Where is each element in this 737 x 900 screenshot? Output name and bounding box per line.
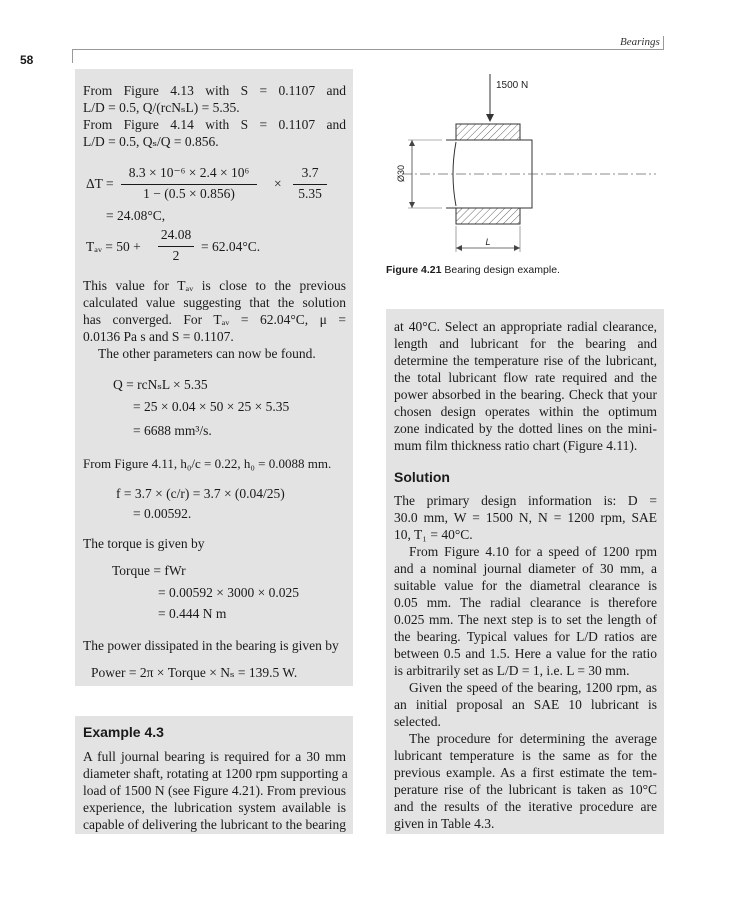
text-line: The power dissipated in the bearing is given by [83, 638, 339, 653]
text-line: L/D = 0.5, Qₛ/Q = 0.856. [83, 134, 219, 149]
text-line: mum film thickness ratio chart (Figure 4.11). [394, 438, 638, 453]
equation-line: Torque = fWr [112, 563, 186, 578]
text-line: 30.0 mm, W = 1500 N, N = 1200 rpm, SAE [394, 510, 657, 525]
load-arrowhead [486, 114, 494, 122]
figure-caption-number: Figure 4.21 [386, 264, 442, 276]
text-line: and the results of the iterative procedure are [394, 799, 657, 814]
equation-numerator: 8.3 × 10⁻⁶ × 2.4 × 10⁶ [128, 165, 250, 180]
text-line: perature rise of the lubricant is taken as 10°C [394, 782, 657, 797]
text-line: previous example. As a first estimate the tem- [394, 765, 657, 780]
text-line: has converged. For Tₐᵥ = 62.04°C, μ = [83, 312, 346, 327]
text-line: 0.05 mm. The radial clearance is therefore [394, 595, 657, 610]
text-line: the total lubricant flow rate required and the [394, 370, 657, 385]
text-line: The primary design information is: D = [394, 493, 657, 508]
text-line: capable of delivering the lubricant to the bearing [83, 817, 346, 832]
text-line: 0.0136 Pa s and S = 0.1107. [83, 329, 234, 344]
equation-denominator: 5.35 [298, 186, 322, 201]
bearing-shell-top [456, 124, 520, 140]
text-line: between 0.5 and 1.5. Here a value for the ratio [394, 646, 657, 661]
text-line: the bearing. Typical values for L/D ratios are [394, 629, 657, 644]
text-line: From Figure 4.13 with S = 0.1107 and [83, 83, 346, 98]
equation-operator: × [274, 176, 282, 191]
header-rule [72, 49, 664, 50]
running-head: Bearings [620, 36, 660, 48]
text-line: length and lubricant for the bearing and [394, 336, 657, 351]
text-line: selected. [394, 714, 441, 729]
solution-title: Solution [394, 469, 450, 485]
equation-line: = 0.444 N m [158, 606, 227, 621]
text-line: calculated value suggesting that the solution [83, 295, 346, 310]
text-line: suitable value for the diametral clearance is [394, 578, 657, 593]
text-line: This value for Tₐᵥ is close to the previous [83, 278, 346, 293]
text-line: From Figure 4.14 with S = 0.1107 and [83, 117, 346, 132]
header-rule-tick [663, 36, 664, 50]
text-line: 0.025 mm. The next step is to set the length of [394, 612, 657, 627]
equation-numerator: 3.7 [301, 165, 319, 180]
figure-caption [386, 264, 560, 276]
load-label: 1500 N [496, 80, 529, 91]
text-line: L/D = 0.5, Q/(rcNₛL) = 5.35. [83, 100, 240, 115]
text-line: From Figure 4.11, h₀/c = 0.22, h₀ = 0.0088 mm. [83, 456, 332, 471]
text-line: power absorbed in the bearing. Check that your [394, 387, 657, 402]
text-line: zone indicated by the dotted lines on the mini- [394, 421, 657, 436]
equation-denominator: 1 − (0.5 × 0.856) [143, 186, 235, 201]
equation-numerator: 24.08 [160, 227, 192, 242]
bearing-figure [386, 72, 666, 257]
equation-result: = 24.08°C, [106, 208, 166, 223]
text-line: and a nominal journal diameter of 30 mm, a [394, 561, 657, 576]
equation-line: = 0.00592 × 3000 × 0.025 [158, 585, 299, 600]
text-line: A full journal bearing is required for a 30 mm [83, 749, 346, 764]
equation-line: Q = rcNₛL × 5.35 [113, 377, 208, 392]
text-line: Given the speed of the bearing, 1200 rpm, as [409, 680, 657, 695]
fraction-bar [121, 184, 257, 185]
fraction-bar [158, 246, 194, 247]
equation-line: = 0.00592. [133, 506, 192, 521]
text-line: determine the temperature rise of the lubricant, [394, 353, 657, 368]
text-line: given in Table 4.3. [394, 816, 495, 831]
fraction-bar [293, 184, 327, 185]
equation-line: Power = 2π × Torque × Nₛ = 139.5 W. [91, 665, 298, 680]
text-line: lubricant temperature is the same as for the [394, 748, 657, 763]
text-line: The torque is given by [83, 536, 205, 551]
equation-line: = 6688 mm³/s. [133, 423, 212, 438]
equation-lhs: ΔT = [86, 176, 114, 191]
text-line: 10, T₁ = 40°C. [394, 527, 473, 542]
equation-rhs: = 62.04°C. [201, 239, 261, 254]
page-number: 58 [20, 53, 34, 67]
equation-line: f = 3.7 × (c/r) = 3.7 × (0.04/25) [116, 486, 285, 501]
text-line: diameter shaft, rotating at 1200 rpm supporting a [83, 766, 348, 781]
header-rule-tick-left [72, 49, 73, 63]
text-line: an initial proposal an SAE 10 lubricant is [394, 697, 657, 712]
text-line: experience, the lubrication system available is [83, 800, 346, 815]
shaft-end-curve [453, 142, 456, 206]
text-line: load of 1500 N (see Figure 4.21). From previous [83, 783, 346, 798]
text-line: The other parameters can now be found. [98, 346, 316, 361]
length-label: L [485, 237, 491, 247]
text-line: The procedure for determining the average [409, 731, 657, 746]
text-line: From Figure 4.10 for a speed of 1200 rpm [409, 544, 657, 559]
text-line: at 40°C. Select an appropriate radial clearance, [394, 319, 657, 334]
example-title: Example 4.3 [83, 724, 164, 740]
equation-denominator: 2 [172, 248, 180, 263]
equation-lhs: Tₐᵥ = 50 + [86, 239, 141, 254]
diameter-label: Ø30 [396, 164, 406, 182]
bearing-shell-bottom [456, 208, 520, 224]
equation-line: = 25 × 0.04 × 50 × 25 × 5.35 [133, 399, 290, 414]
text-line: chosen design operates within the optimum [394, 404, 657, 419]
figure-caption-text: Bearing design example. [444, 264, 560, 276]
text-line: is arbitrarily set as L/D = 1, i.e. L = 30 mm. [394, 663, 630, 678]
